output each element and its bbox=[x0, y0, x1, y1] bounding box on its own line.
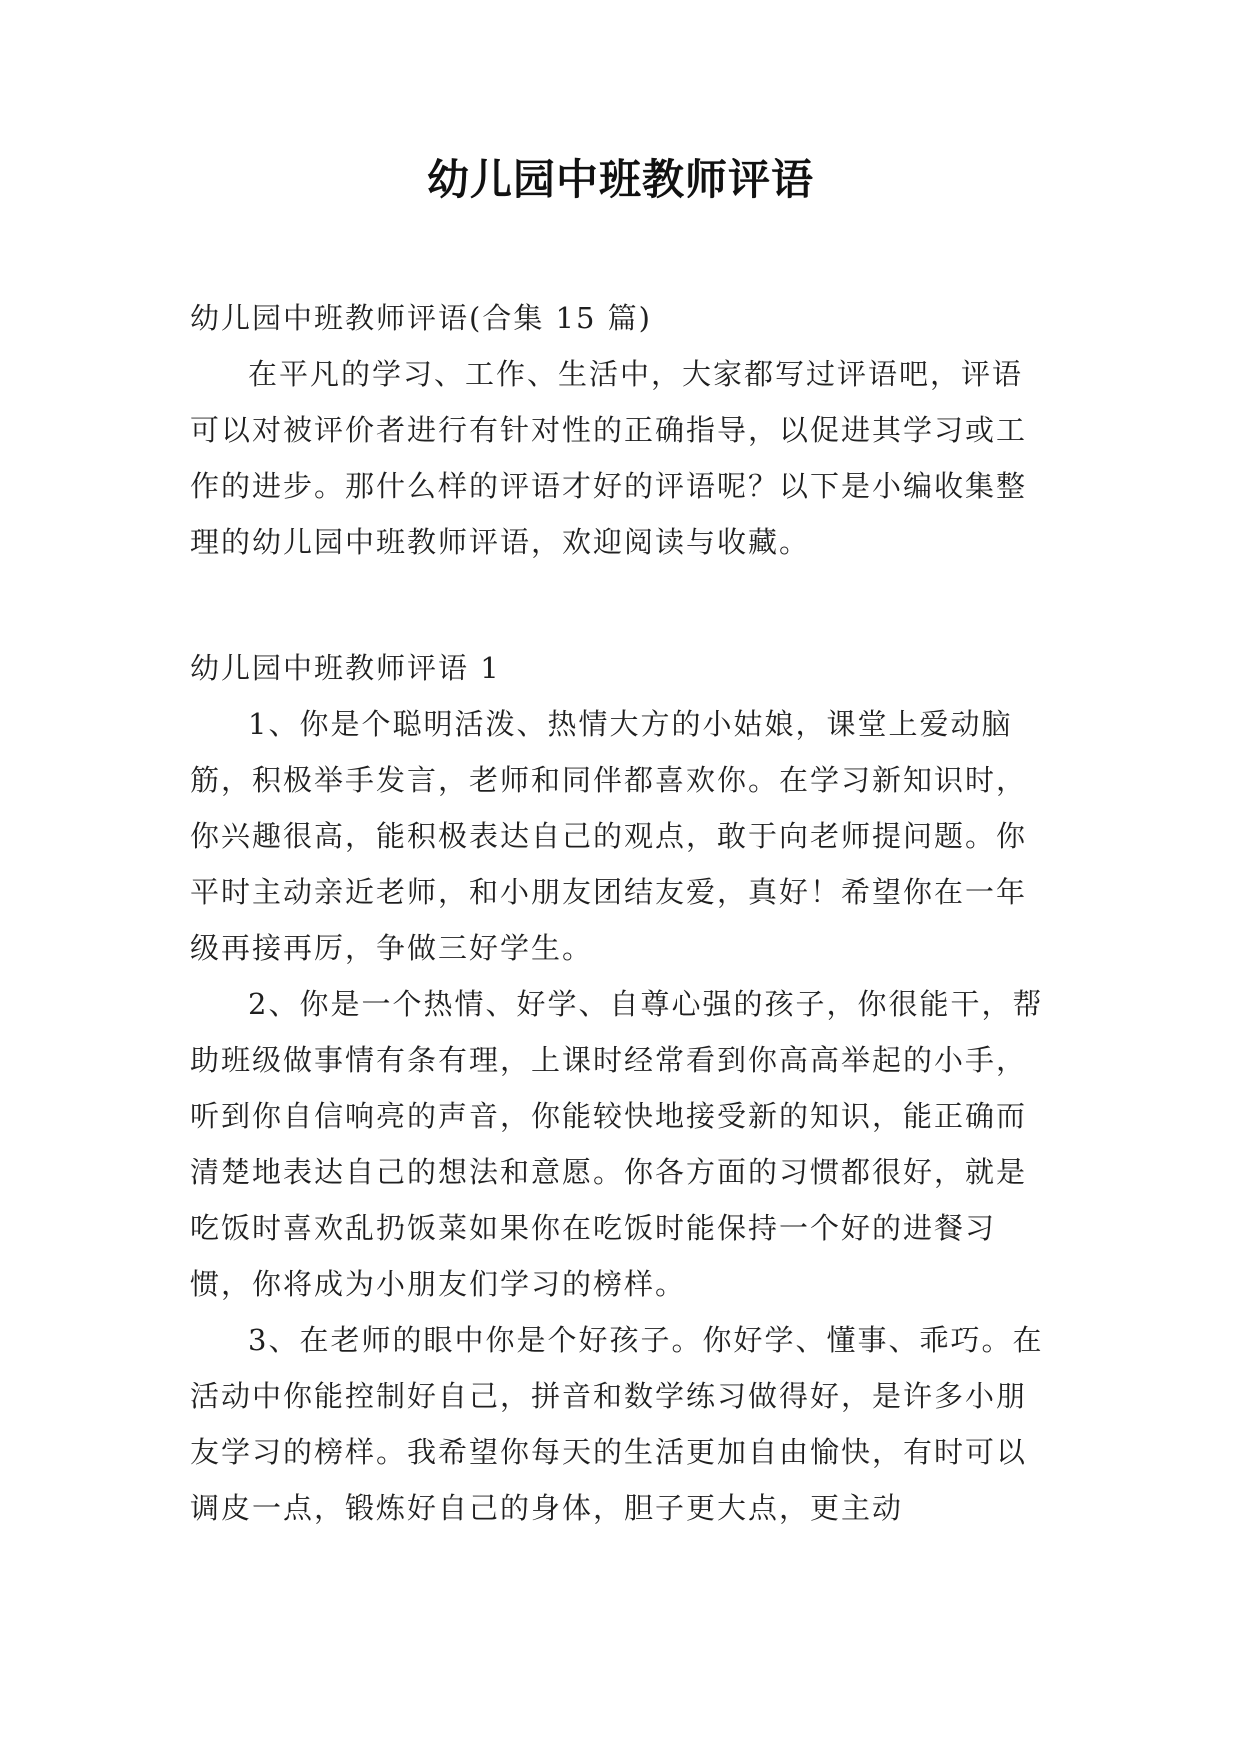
intro-paragraph: 在平凡的学习、工作、生活中，大家都写过评语吧，评语可以对被评价者进行有针对性的正确指导，以促进其学习或工作的进步。那什么样的评语才好的评语呢？以下是小编收集整理的幼儿园中班教师评语，欢迎阅读与收藏。 bbox=[190, 357, 1028, 559]
section-heading: 幼儿园中班教师评语 1 bbox=[190, 651, 501, 685]
document-title: 幼儿园中班教师评语 bbox=[426, 155, 814, 204]
comment-paragraph-3: 3、在老师的眼中你是个好孩子。你好学、懂事、乖巧。在活动中你能控制好自己，拼音和数学练习做得好，是许多小朋友学习的榜样。我希望你每天的生活更加自由愉快，有时可以调皮一点，锻炼好自己的身体，胆子更大点，更主动 bbox=[190, 1323, 1044, 1525]
comment-paragraph-2: 2、你是一个热情、好学、自尊心强的孩子，你很能干，帮助班级做事情有条有理，上课时经常看到你高高举起的小手，听到你自信响亮的声音，你能较快地接受新的知识，能正确而清楚地表达自己的想法和意愿。你各方面的习惯都很好，就是吃饭时喜欢乱扔饭菜如果你在吃饭时能保持一个好的进餐习惯，你将成为小朋友们学习的榜样。 bbox=[190, 987, 1044, 1301]
comment-paragraph-1: 1、你是个聪明活泼、热情大方的小姑娘，课堂上爱动脑筋，积极举手发言，老师和同伴都喜欢你。在学习新知识时，你兴趣很高，能积极表达自己的观点，敢于向老师提问题。你平时主动亲近老师，和小朋友团结友爱，真好！希望你在一年级再接再厉，争做三好学生。 bbox=[190, 707, 1028, 965]
document-subtitle: 幼儿园中班教师评语(合集 15 篇) bbox=[190, 301, 652, 335]
comment-list bbox=[190, 696, 1050, 1536]
